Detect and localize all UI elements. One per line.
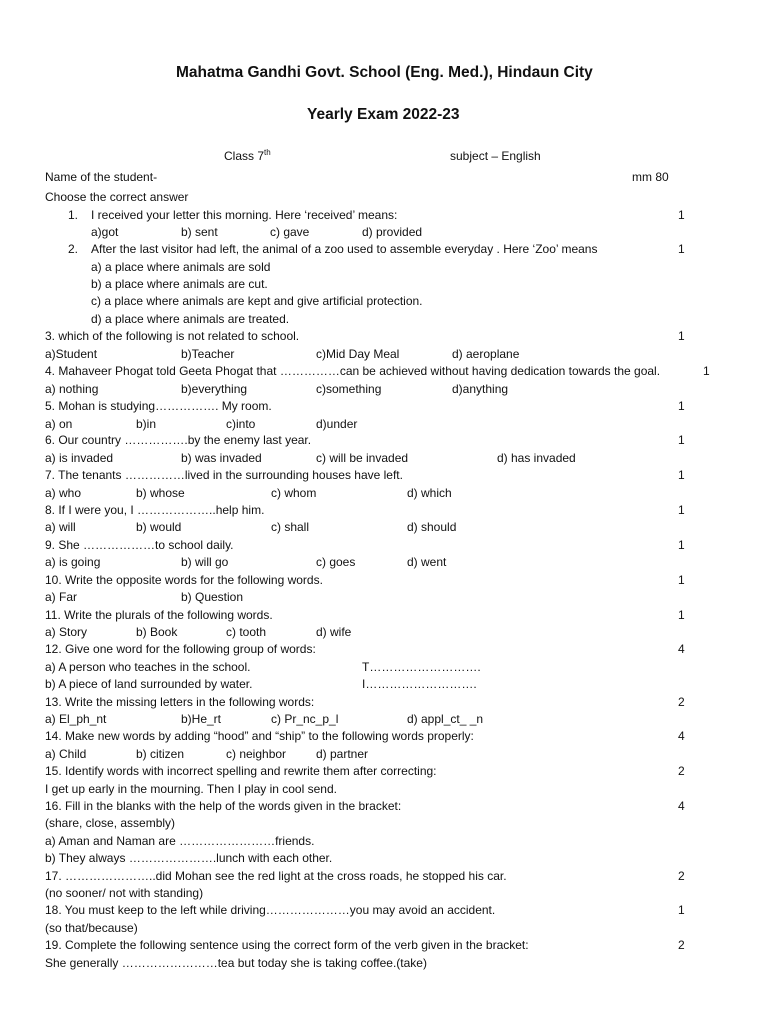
item-prompt: a) A person who teaches in the school. xyxy=(45,660,251,674)
marks: 4 xyxy=(678,799,685,813)
marks: 1 xyxy=(678,468,685,482)
marks: 4 xyxy=(678,729,685,743)
option: d) wife xyxy=(316,625,352,639)
question-text: 10. Write the opposite words for the following words. xyxy=(45,573,323,587)
marks: 2 xyxy=(678,695,685,709)
option: c) will be invaded xyxy=(316,451,409,465)
sentence: b) They always ………………….lunch with each other. xyxy=(45,851,333,865)
option: a) a place where animals are sold xyxy=(91,260,271,274)
option: c) Pr_nc_p_l xyxy=(271,712,339,726)
option: b) will go xyxy=(181,555,229,569)
question-number: 2. xyxy=(68,242,79,256)
option: d) partner xyxy=(316,747,369,761)
marks: 1 xyxy=(678,903,685,917)
marks: 2 xyxy=(678,938,685,952)
option: d) should xyxy=(407,520,457,534)
option: b) was invaded xyxy=(181,451,262,465)
option: c)into xyxy=(226,417,256,431)
marks: 1 xyxy=(678,573,685,587)
subject-label: subject – English xyxy=(450,149,541,163)
question-text: 11. Write the plurals of the following words. xyxy=(45,608,273,622)
option: a)got xyxy=(91,225,119,239)
option: c) whom xyxy=(271,486,317,500)
option: a) is going xyxy=(45,555,101,569)
marks: 1 xyxy=(678,503,685,517)
option: d) which xyxy=(407,486,452,500)
marks: 1 xyxy=(678,433,685,447)
option: b) a place where animals are cut. xyxy=(91,277,268,291)
marks: 4 xyxy=(678,642,685,656)
option: a) nothing xyxy=(45,382,99,396)
question-text: 19. Complete the following sentence using the correct form of the verb given in the bracket: xyxy=(45,938,529,952)
marks: 1 xyxy=(678,329,685,343)
question-text: 3. which of the following is not related to school. xyxy=(45,329,300,343)
item-blank: T………………………. xyxy=(362,660,481,674)
option: a) Child xyxy=(45,747,87,761)
option: d)anything xyxy=(452,382,509,396)
option: d) aeroplane xyxy=(452,347,520,361)
option: b) citizen xyxy=(136,747,185,761)
question-text: 6. Our country …………….by the enemy last year. xyxy=(45,433,312,447)
option: d) has invaded xyxy=(497,451,576,465)
marks: 1 xyxy=(678,242,685,256)
marks: 1 xyxy=(678,208,685,222)
question-text: 5. Mohan is studying……………. My room. xyxy=(45,399,272,413)
option: b)everything xyxy=(181,382,248,396)
marks: 1 xyxy=(678,538,685,552)
option: d) provided xyxy=(362,225,423,239)
option: b) whose xyxy=(136,486,185,500)
sentence: She generally ……………………tea but today she is taking coffee.(take) xyxy=(45,956,427,970)
option: b)Teacher xyxy=(181,347,235,361)
option: d) appl_ct_ _n xyxy=(407,712,484,726)
option: b) Question xyxy=(181,590,244,604)
question-text: 8. If I were you, I ………………..help him. xyxy=(45,503,265,517)
marks: 1 xyxy=(703,364,710,378)
option: c)something xyxy=(316,382,382,396)
option: b)in xyxy=(136,417,157,431)
marks: 2 xyxy=(678,869,685,883)
item-prompt: b) A piece of land surrounded by water. xyxy=(45,677,253,691)
option: d) a place where animals are treated. xyxy=(91,312,290,326)
question-text: 16. Fill in the blanks with the help of the words given in the bracket: xyxy=(45,799,402,813)
question-text: 7. The tenants ……………lived in the surrounding houses have left. xyxy=(45,468,403,482)
question-text: 18. You must keep to the left while driving…………………you may avoid an accident. xyxy=(45,903,496,917)
question-number: 1. xyxy=(68,208,79,222)
question-text: 15. Identify words with incorrect spelling and rewrite them after correcting: xyxy=(45,764,437,778)
max-marks: mm 80 xyxy=(632,170,669,184)
exam-title: Yearly Exam 2022-23 xyxy=(307,106,460,123)
marks: 2 xyxy=(678,764,685,778)
instruction: Choose the correct answer xyxy=(45,190,189,204)
option: a) Story xyxy=(45,625,88,639)
sentence: I get up early in the mourning. Then I play in cool send. xyxy=(45,782,337,796)
option: a) Far xyxy=(45,590,78,604)
class-label: Class 7th xyxy=(224,148,271,163)
option: c) shall xyxy=(271,520,310,534)
option: d)under xyxy=(316,417,358,431)
option: c)Mid Day Meal xyxy=(316,347,400,361)
question-text: 12. Give one word for the following group of words: xyxy=(45,642,316,656)
question-text: 13. Write the missing letters in the following words: xyxy=(45,695,315,709)
school-name: Mahatma Gandhi Govt. School (Eng. Med.), Hindaun City xyxy=(176,64,593,81)
option: b) Book xyxy=(136,625,178,639)
question-text: 9. She ………………to school daily. xyxy=(45,538,234,552)
marks: 1 xyxy=(678,608,685,622)
student-name-label: Name of the student- xyxy=(45,170,158,184)
hint: (no sooner/ not with standing) xyxy=(45,886,204,900)
hint: (so that/because) xyxy=(45,921,138,935)
option: a) is invaded xyxy=(45,451,114,465)
question-text: 17. …………………..did Mohan see the red light at the cross roads, he stopped his car. xyxy=(45,869,507,883)
question-text: I received your letter this morning. Here ‘received’ means: xyxy=(91,208,398,222)
option: c) neighbor xyxy=(226,747,287,761)
option: a) will xyxy=(45,520,76,534)
option: c) a place where animals are kept and give artificial protection. xyxy=(91,294,423,308)
question-text: 4. Mahaveer Phogat told Geeta Phogat that ……………can be achieved without having dedication towards the goal. xyxy=(45,364,661,378)
option: c) tooth xyxy=(226,625,267,639)
option: a) who xyxy=(45,486,82,500)
item-blank: I………………………. xyxy=(362,677,477,691)
option: b) would xyxy=(136,520,182,534)
question-text: After the last visitor had left, the animal of a zoo used to assemble everyday . Here ‘Zoo’ means xyxy=(91,242,598,256)
question-text: 14. Make new words by adding “hood” and “ship” to the following words properly: xyxy=(45,729,474,743)
word-bank: (share, close, assembly) xyxy=(45,816,176,830)
option: c) goes xyxy=(316,555,356,569)
option: a)Student xyxy=(45,347,98,361)
option: a) El_ph_nt xyxy=(45,712,107,726)
sentence: a) Aman and Naman are ……………………friends. xyxy=(45,834,315,848)
option: b) sent xyxy=(181,225,218,239)
option: c) gave xyxy=(270,225,310,239)
option: a) on xyxy=(45,417,73,431)
marks: 1 xyxy=(678,399,685,413)
option: b)He_rt xyxy=(181,712,222,726)
option: d) went xyxy=(407,555,447,569)
